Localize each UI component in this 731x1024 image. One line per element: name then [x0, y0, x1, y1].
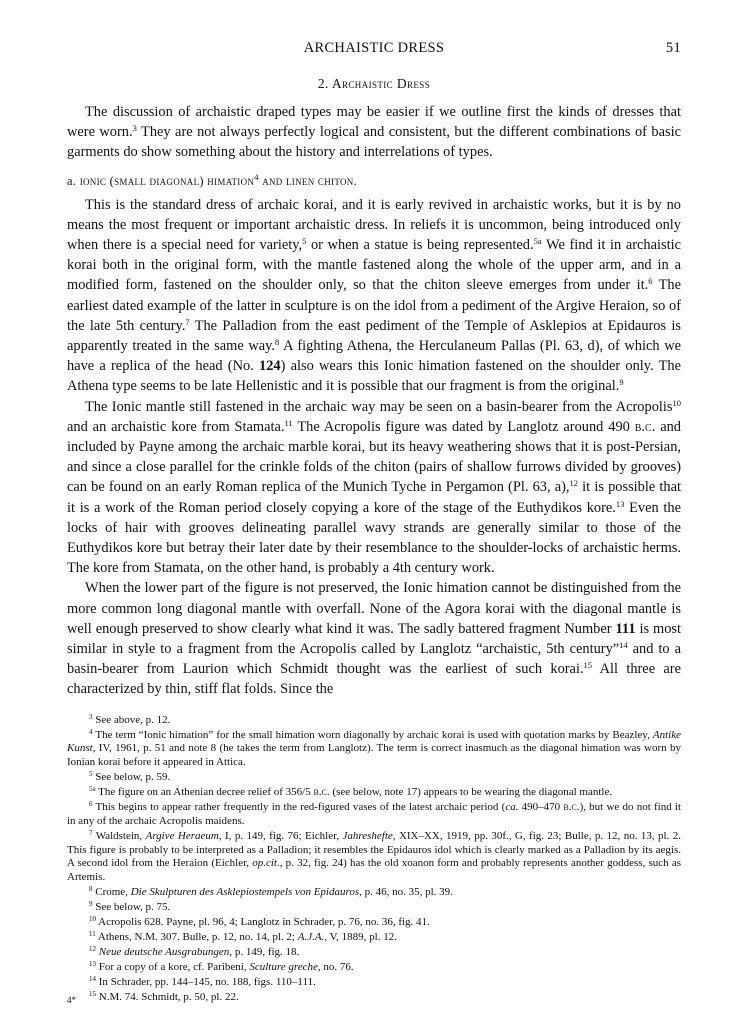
intro-paragraph: The discussion of archaistic draped types may be easier if we outline first the kinds of dresses that were worn.$^3$ They are not always perfectly logical and consistent, but the different combinations of basic garments do show something about the history and interrelations of types.: [67, 104, 681, 161]
subheading: a. ionic (small diagonal) himation$^4$ and linen chiton.: [67, 171, 357, 188]
footnote: $^{14}$ In Schrader, pp. 144–145, no. 188, figs. 110–111.: [89, 975, 316, 989]
footnote-ref[interactable]: 7: [185, 316, 190, 327]
paragraph-ionic-mantle: The Ionic mantle still fastened in the archaic way may be seen on a basin-bearer from the Acropolis$^{10}$ and an archaistic kore from Stamata.$^{11}$ The Acropolis figure was dated by Langlotz around 490 b.c. and included by Payne among the archaic marble korai, but its heavy weathering shows that it is post-Persian, and since a close parallel for the crinkle folds of the chiton (pairs of shallow furrows divided by grooves) can be found on an early Roman replica of the Munich Tyche in Pergamon (Pl. 63, a),$^{12}$ it is possible that it is a work of the Roman period closely copying a kore of the stage of the Euthydikos kore.$^{13}$ Even the locks of hair with grooves delineating parallel wavy strands are generally similar to those of the Euthydikos kore but betray their later date by their resemblance to the shoulder-locks of archaistic herms. The kore from Stamata, on the other hand, is probably a 4th century work.: [67, 397, 681, 577]
footnote: $^{15}$ N.M. 74. Schmidt, p. 50, pl. 22.: [89, 990, 239, 1004]
footnote: $^{5a}$ The figure on an Athenian decree relief of 356/5 b.c. (see below, note 17) appears to be wearing the diagonal mantle.: [89, 785, 613, 799]
footnote-ref[interactable]: 11: [284, 417, 293, 428]
page: [67, 40, 681, 1007]
running-title: ARCHAISTIC DRESS: [303, 40, 445, 56]
paragraph-lower-part: When the lower part of the figure is not preserved, the Ionic himation cannot be distinguished from the more common long diagonal mantle with overfall. None of the Agora korai with the diagonal mantle is well enough preserved to show clearly what kind it was. The sadly battered fragment Number 111 is most similar in style to a fragment from the Acropolis called by Langlotz “archaistic, 5th century”$^{14}$ and to a basin-bearer from Laurion which Schmidt thought was the earliest of such korai.$^{15}$ All three are characterized by thin, stiff flat folds. Since the: [67, 580, 682, 698]
footnote-ref[interactable]: 5: [302, 236, 307, 247]
running-head: [67, 40, 681, 62]
catalogue-number: 124: [259, 358, 281, 375]
footnote-ref[interactable]: 14: [619, 640, 628, 651]
catalogue-number: 111: [615, 620, 636, 637]
footnote: $^6$ This begins to appear rather frequently in the red-figured vases of the latest archaic period (ca. 490–470 b.c.), but we do not find it in any of the archaic Acropolis maidens.: [67, 800, 682, 827]
footnote-ref[interactable]: 6: [648, 276, 653, 287]
footnote-ref[interactable]: 3: [132, 123, 137, 134]
footnote: $^4$ The term “Ionic himation” for the small himation worn diagonally by archaic korai is used with quotation marks by Beazley, Antike Kunst, IV, 1961, p. 51 and note 8 (he takes the term from Langlotz). The term is correct inasmuch as the diagonal himation was worn by Ionian korai before it appeared in Attica.: [67, 727, 681, 768]
footnote: $^9$ See below, p. 75.: [89, 899, 171, 913]
footnote: $^7$ Waldstein, Argive Heraeum, I, p. 149, fig. 76; Eichler, Jahreshefte, XIX–XX, 1919, pp. 30f., G, fig. 23; Bulle, p. 12, no. 13, pl. 2. This figure is probably to be interpreted as a Palladion; it resembles the Epidauros idol which is clearly marked as a Palladion by its aegis. A second idol from the Heraion (Eichler, op.cit., p. 32, fig. 24) has the old xoanon form and probably represents another goddess, such as Artemis.: [67, 828, 681, 883]
footnote: $^3$ See above, p. 12.: [89, 712, 171, 726]
footnote-ref[interactable]: 4: [254, 171, 259, 182]
paragraph-ionic-himation: This is the standard dress of archaic korai, and it is early revived in archaistic works, but it is by no means the most frequent or important archaistic dress. In reliefs it is uncommon, being introduced only when there is a special need for variety,$^5$ or when a statue is being represented.$^{5a}$ We find it in archaistic korai both in the original form, with the mantle fastened along the whole of the upper arm, and in a modified form, fastened on the shoulder only, so that the chiton sleeve emerges from under it.$^6$ The earliest dated example of the latter in sculpture is on the idol from a pediment of the Argive Heraion, so of the late 5th century.$^7$ The Palladion from the east pediment of the Temple of Asklepios at Epidauros is apparently treated in the same way.$^8$ A fighting Athena, the Herculaneum Pallas (Pl. 63, d), of which we have a replica of the head (No. 124) also wears this Ionic himation fastened on the shoulder only. The Athena type seems to be late Hellenistic and it is possible that our fragment is from the original.$^9$: [67, 196, 682, 395]
footnotes: [67, 714, 681, 1005]
footnote-ref[interactable]: 15: [583, 660, 593, 671]
footnote-ref[interactable]: 5a: [533, 236, 542, 247]
footnote-ref[interactable]: 12: [569, 478, 579, 489]
footnote-ref[interactable]: 8: [275, 337, 280, 348]
footnote: $^{11}$ Athens, N.M. 307. Bulle, p. 12, no. 14, pl. 2; A.J.A., V, 1889, pl. 12.: [89, 930, 397, 944]
page-number: 51: [665, 40, 681, 56]
footnote: $^{12}$ Neue deutsche Ausgrabungen, p. 149, fig. 18.: [89, 945, 300, 959]
footnote-ref[interactable]: 10: [672, 397, 681, 408]
footnote: $^{13}$ For a copy of a kore, cf. Paribeni, Sculture greche, no. 76.: [89, 960, 354, 974]
section-title: 2. Archaistic Dress: [317, 76, 431, 91]
footnote: $^5$ See below, p. 59.: [89, 770, 171, 784]
signature-mark: 4*: [67, 995, 76, 1005]
footnote: $^8$ Crome, Die Skulpturen des Asklepiostempels von Epidauros, p. 46, no. 35, pl. 39.: [89, 884, 453, 898]
footnote-ref[interactable]: 13: [615, 498, 625, 509]
footnote: $^{10}$ Acropolis 628. Payne, pl. 96, 4; Langlotz in Schrader, p. 76, no. 36, fig. 41.: [89, 915, 430, 928]
footnote-ref[interactable]: 9: [619, 377, 624, 388]
